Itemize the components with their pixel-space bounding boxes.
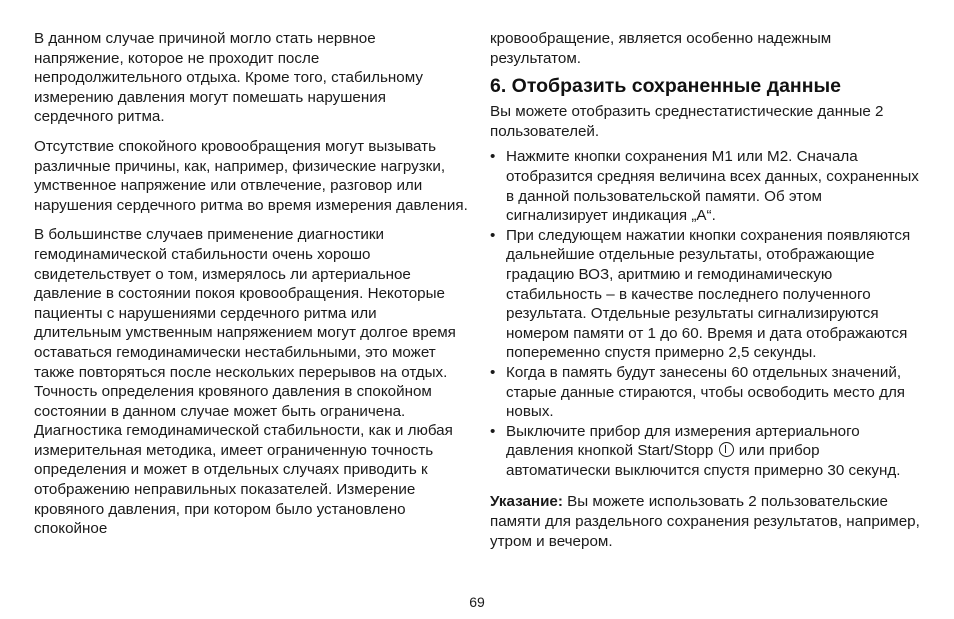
paragraph-hemodynamic-diagnostics: В большинстве случаев применение диагностики гемодинамической стабильности очень хорошо свидетельствует о том, измерялось ли артериальное давление в состоянии покоя кровообращения. Некоторые пациенты с нарушениями сердечного ритма или длительным умственным напряжением могут долгое время оставаться гемодинамически нестабильными, это может также повторяться после нескольких перерывов на отдых. Точность определения кровяного давления в спокойном состоянии в данном случае может быть ограничена. Диагностика гемодинамической стабильности, как и любая измерительная методика, имеет ограниченную точность определения и может в отдельных случаях приводить к отображению неправильных показателей. Измерение кровяного давления, при котором было установлено спокойное [34,226,456,538]
paragraph-nervous-tension: В данном случае причиной могло стать нервное напряжение, которое не проходит после непродолжительного отдыха. Кроме того, стабильному измерению давления могут помешать нарушения сердечного ритма. [34,30,423,126]
right-column [490,29,926,557]
list-item-text: Нажмите кнопки сохранения M1 или M2. Сначала отобразится средняя величина всех данных, сохраненных в данной пользовательской памяти. Об этом сигнализирует индикация „A“. [506,148,919,225]
list-item [490,226,926,363]
bullet-marker: • [490,148,496,166]
list-item [490,422,926,481]
page-number: 69 [469,594,485,610]
list-item-text: При следующем нажатии кнопки сохранения появляются дальнейшие отдельные результаты, отображающие градацию ВОЗ, аритмию и гемодинамическую стабильность – в качестве последнего полученного результата. Отдельные результаты сигнализируются номером памяти от 1 до 60. Время и дата отображаются попеременно спустя примерно 2,5 секунды. [506,226,911,362]
list-item-text-after-icon: или прибор автоматически выключится спустя примерно 30 секунд. [506,442,901,479]
section-intro: Вы можете отобразить среднестатистические данные 2 пользователей. [490,103,884,140]
list-item [490,363,926,422]
section-heading: 6. Отобразить сохраненные данные [490,75,841,98]
note [490,492,926,551]
bullet-marker: • [490,422,496,440]
paragraph-continuation: кровообращение, является особенно надежным результатом. [490,30,832,67]
bullet-marker: • [490,363,496,381]
list-item-text: Когда в память будут занесены 60 отдельных значений, старые данные стираются, чтобы освободить место для новых. [506,363,906,421]
left-column [34,29,468,549]
paragraph-causes: Отсутствие спокойного кровообращения могут вызывать различные причины, как, например, физические нагрузки, умственное напряжение или отвлечение, разговор или нарушения сердечного ритма во время измерения давления. [34,137,468,214]
list-item-text-before-icon: Выключите прибор для измерения артериального давления кнопкой Start/Stopp [506,422,860,460]
note-label: Указание: [490,493,563,511]
list-item [490,147,926,225]
power-icon [719,442,734,457]
instruction-list [490,147,926,480]
bullet-marker: • [490,226,496,244]
note-text: Вы можете использовать 2 пользовательские памяти для раздельного сохранения результатов, например, утром и вечером. [490,493,920,550]
